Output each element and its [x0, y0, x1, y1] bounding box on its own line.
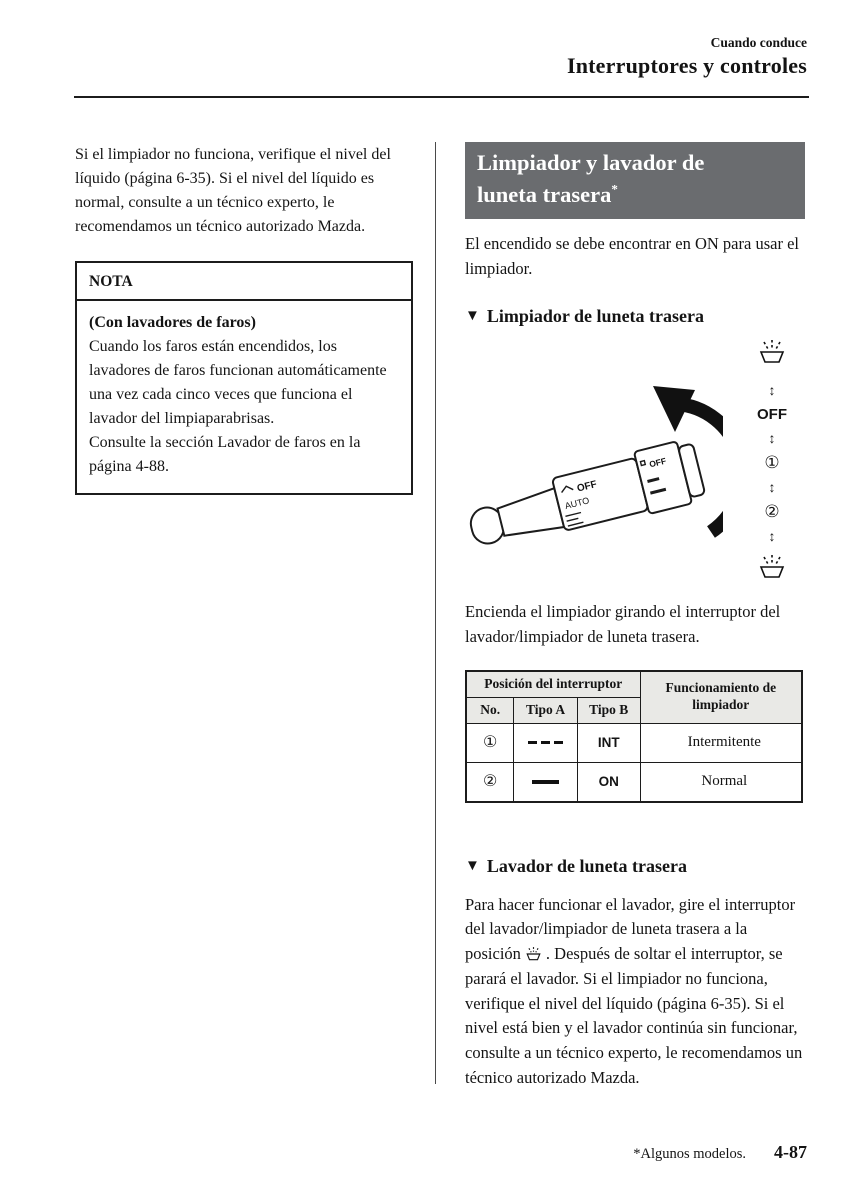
rear-wiper-icon: [756, 553, 788, 589]
table-group-header: Posición del interruptor: [466, 671, 640, 697]
wiper-stalk-illustration: [461, 336, 723, 588]
row1-tipo-a-cell: [514, 723, 577, 762]
right-intro-paragraph: El encendido se debe encontrar en ON para usar el limpiador.: [465, 233, 799, 278]
subsection-heading-wiper: [465, 303, 805, 330]
col-header-no: No.: [466, 697, 514, 723]
col-header-tipo-b: Tipo B: [577, 697, 640, 723]
rear-washer-icon: [756, 338, 788, 374]
subsection-heading-washer: [465, 853, 805, 880]
note-box: [75, 261, 413, 495]
note-label: NOTA: [77, 263, 411, 301]
washer-text-before: Para hacer funcionar el lavador, gire el interruptor del lavador/limpiador de luneta trasera a la posición: [465, 894, 796, 964]
banner-asterisk: *: [611, 181, 618, 197]
position-2-label: ②: [764, 502, 780, 522]
left-intro-paragraph: Si el limpiador no funciona, verifique el nivel del líquido (página 6-35). Si el nivel del líquido es normal, consulte a un técnico experto, le recomendamos un técnico autorizado Mazda.: [75, 146, 391, 235]
row2-function: Normal: [640, 762, 802, 802]
row1-function: Intermitente: [640, 723, 802, 762]
note-subtitle: (Con lavadores de faros): [89, 314, 256, 332]
stalk-off-label: OFF: [575, 479, 598, 495]
subsection-title: Limpiador de luneta trasera: [486, 306, 705, 327]
row2-tipo-a-cell: [514, 762, 577, 802]
banner-line2: luneta trasera: [477, 181, 612, 207]
section-marker-icon: ▼: [465, 857, 480, 874]
header-kicker: Cuando conduce: [710, 35, 807, 50]
section-marker-icon: ▼: [465, 308, 480, 325]
position-off-label: OFF: [757, 405, 787, 423]
column-divider: [435, 142, 436, 1084]
page-title: Interruptores y controles: [566, 53, 807, 78]
table-row: [466, 762, 802, 802]
figure-caption: Encienda el limpiador girando el interruptor del lavador/limpiador de luneta trasera.: [465, 602, 781, 647]
table-function-header: Funcionamiento de limpiador: [640, 671, 802, 723]
row2-number: ②: [466, 762, 514, 802]
section-banner: [465, 142, 805, 219]
switch-position-ladder: [743, 338, 801, 588]
page-footer: [633, 1142, 807, 1163]
switch-position-table: [465, 670, 803, 803]
up-down-arrow-icon: ↕: [768, 479, 776, 496]
page-number: 4-87: [774, 1142, 807, 1162]
washer-paragraph: [465, 893, 805, 1091]
up-down-arrow-icon: ↕: [768, 429, 776, 446]
right-column: [465, 142, 805, 1107]
footnote: *Algunos modelos.: [633, 1146, 746, 1162]
table-row: [466, 723, 802, 762]
wiper-stalk-figure: [465, 336, 805, 588]
up-down-arrow-icon: ↕: [768, 528, 776, 545]
single-bar-icon: [515, 780, 575, 784]
rear-washer-symbol-icon: [524, 942, 543, 967]
washer-text-after: . Después de soltar el interruptor, se parará el lavador. Si el limpiador no funciona, verifique el nivel del líquido (página 6-35). Si el nivel está bien y el lavador continúa sin funcionar, consulte a un técnico experto, le recomendamos un técnico autorizado Mazda.: [465, 944, 803, 1087]
triple-dash-icon: [515, 741, 575, 745]
row1-number: ①: [466, 723, 514, 762]
left-column: [75, 143, 413, 495]
subsection-title: Lavador de luneta trasera: [486, 855, 688, 876]
note-text: Cuando los faros están encendidos, los lavadores de faros funcionan automáticamente una vez cada cinco veces que funciona el lavador del limpiaparabrisas.: [89, 338, 387, 428]
row2-tipo-b: ON: [577, 762, 640, 802]
up-down-arrow-icon: ↕: [768, 382, 776, 399]
banner-line1: Limpiador y lavador de: [477, 150, 705, 175]
row1-tipo-b: INT: [577, 723, 640, 762]
header-rule: [74, 96, 809, 98]
collar-off-label: OFF: [648, 455, 668, 470]
stalk-auto-label: AUTO: [563, 495, 591, 512]
position-1-label: ①: [764, 452, 780, 472]
col-header-tipo-a: Tipo A: [514, 697, 577, 723]
note-text-2: Consulte la sección Lavador de faros en la página 4-88.: [89, 434, 361, 476]
note-body: [77, 301, 411, 493]
